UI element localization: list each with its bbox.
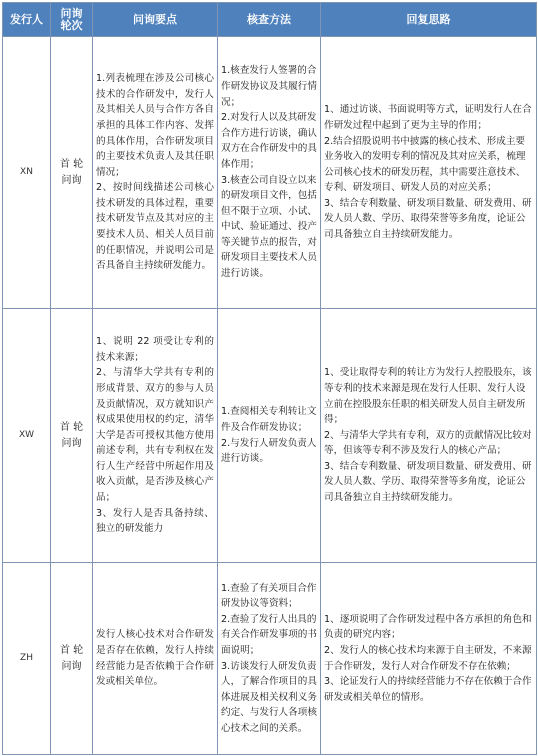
- approach-cell: 1、通过访谈、书面说明等方式，证明发行人在合作研发过程中起到了更为主导的作用； 2.结合招股说明书中披露的核心技术、形成主要业务收入的发明专利的情况及其对应关系，梳理公司核心技术的研发历程，其中需要注意技术、专利、研发项目、研发人员的对应关系； 3、结合专利数量、研发项目数量、研发费用、研发人员人数、学历、取得荣誉等多角度，论证公司具备独立自主持续研发能力。: [321, 37, 537, 309]
- header-row: [3, 3, 537, 37]
- methods-cell: 1.查阅相关专利转让文件及合作研发协议； 2.与发行人研发负责人进行访谈。: [218, 309, 321, 563]
- approach-cell: 1、逐项说明了合作研发过程中各方承担的角色和负责的研究内容； 2、发行人的核心技术均来源于自主研发，不来源于合作研发，发行人对合作研发不存在依赖； 3、论证发行人的持续经营能力不存在依赖于合作研发或相关单位的情形。: [321, 563, 537, 755]
- round-cell: 首 轮 问询: [51, 309, 93, 563]
- inquiry-table: [2, 2, 537, 755]
- header-points: 问询要点: [93, 3, 218, 37]
- points-cell: 发行人核心技术对合作研发是否存在依赖，发行人持续经营能力是否依赖于合作研发或相关单位。: [93, 563, 218, 755]
- header-methods: 核查方法: [218, 3, 321, 37]
- header-round: 问询 轮次: [51, 3, 93, 37]
- table-row: [3, 563, 537, 755]
- issuer-cell: XW: [3, 309, 51, 563]
- points-cell: 1、说明 22 项受让专利的技术来源； 2、与清华大学共有专利的形成背景、双方的参与人员及贡献情况，双方就知识产权成果使用权的约定，清华大学是否可授权其他方使用前述专利，共有专利权在发行人生产经营中所起作用及收入贡献，是否涉及核心产品； 3、发行人是否具备持续、独立的研发能力: [93, 309, 218, 563]
- issuer-cell: ZH: [3, 563, 51, 755]
- issuer-cell: XN: [3, 37, 51, 309]
- table-row: [3, 37, 537, 309]
- header-issuer: 发行人: [3, 3, 51, 37]
- header-approach: 回复思路: [321, 3, 537, 37]
- methods-cell: 1.核查发行人签署的合作研发协议及其履行情况； 2.对发行人以及其研发合作方进行访谈，确认双方在合作研发中的具体作用； 3.核查公司自设立以来的研发项目文件，包括但不限于立项、小试、中试、验证通过、投产等关键节点的报告，对研发项目主要技术人员进行访谈。: [218, 37, 321, 309]
- round-cell: 首 轮 问询: [51, 37, 93, 309]
- points-cell: 1.列表梳理在涉及公司核心技术的合作研发中，发行人及其相关人员与合作方各自承担的具体工作内容、发挥的具体作用，合作研发项目的主要技术负责人及其任职情况； 2、按时间线描述公司核心技术研发的具体过程，重要技术研发节点及其对应的主要技术人员、相关人员目前的任职情况，并说明公司是否具备自主持续研发能力。: [93, 37, 218, 309]
- methods-cell: 1.查验了有关项目合作研发协议等资料； 2.查验了发行人出具的有关合作研发事项的书面说明； 3.访谈发行人研发负责人，了解合作项目的具体进展及相关权利义务约定、与发行人各项核心技术之间的关系。: [218, 563, 321, 755]
- table-row: [3, 309, 537, 563]
- round-cell: 首 轮 问询: [51, 563, 93, 755]
- approach-cell: 1、受让取得专利的转让方为发行人控股股东，该等专利的技术来源是现在发行人任职、发行人设立前在控股股东任职的相关研发人员自主研发所得； 2、与清华大学共有专利，双方的贡献情况比较对等，但该等专利不涉及发行人的核心产品； 3、结合专利数量、研发项目数量、研发费用、研发人员人数、学历、取得荣誉等多角度，论证公司具备独立自主持续研发能力。: [321, 309, 537, 563]
